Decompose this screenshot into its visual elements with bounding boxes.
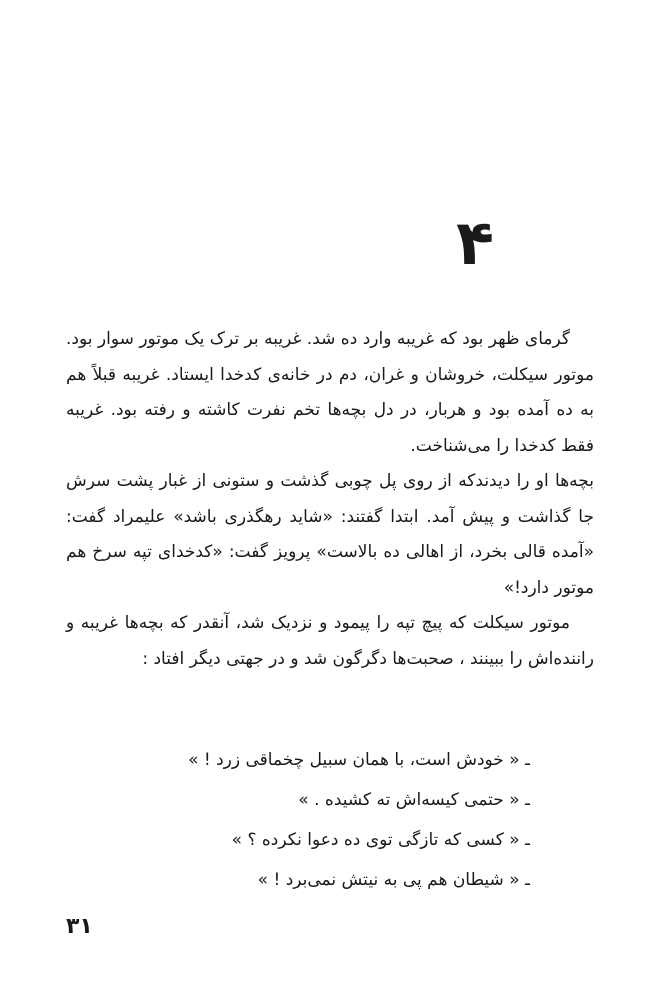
dialogue-line: ـ « شیطان هم پی به نیتش نمی‌برد ! » (257, 870, 530, 890)
dialogue-line: ـ « حتمی کیسه‌اش ته کشیده . » (298, 790, 530, 810)
body-text (66, 322, 594, 677)
paragraph: گرمای ظهر بود که غریبه وارد ده شد. غریبه بر ترک یک موتور سوار بود. موتور سیکلت، خروشان و غران، دم در خانه‌ی کدخدا ایستاد. غریبه قبلاً هم به ده آمده بود و هربار، در دل بچه‌ها تخم نفرت کاشته و رفته بود. غریبه فقط کدخدا را می‌شناخت. (66, 329, 594, 456)
dialogue-list (100, 740, 530, 900)
paragraph: موتور سیکلت که پیچ تپه را پیمود و نزدیک شد، آنقدر که بچه‌ها غریبه و راننده‌اش را ببینند ، صحبت‌ها دگرگون شد و در جهتی دیگر افتاد : (66, 613, 594, 669)
paragraph: بچه‌ها او را دیدندکه از روی پل چوبی گذشت و ستونی از غبار پشت سرش جا گذاشت و پیش آمد. ابتدا گفتند: «شاید رهگذری باشد» علیمراد گفت: «آمده قالی بخرد، از اهالی ده بالاست» پرویز گفت: «کدخدای تپه سرخ هم موتور دارد!» (66, 471, 594, 598)
chapter-number: ۴ (456, 206, 494, 279)
dialogue-line: ـ « کسی که تازگی توی ده دعوا نکرده ؟ » (231, 830, 530, 850)
dialogue-line: ـ « خودش است، با همان سبیل چخماقی زرد ! » (188, 750, 530, 770)
page-number: ۳۱ (66, 914, 93, 939)
